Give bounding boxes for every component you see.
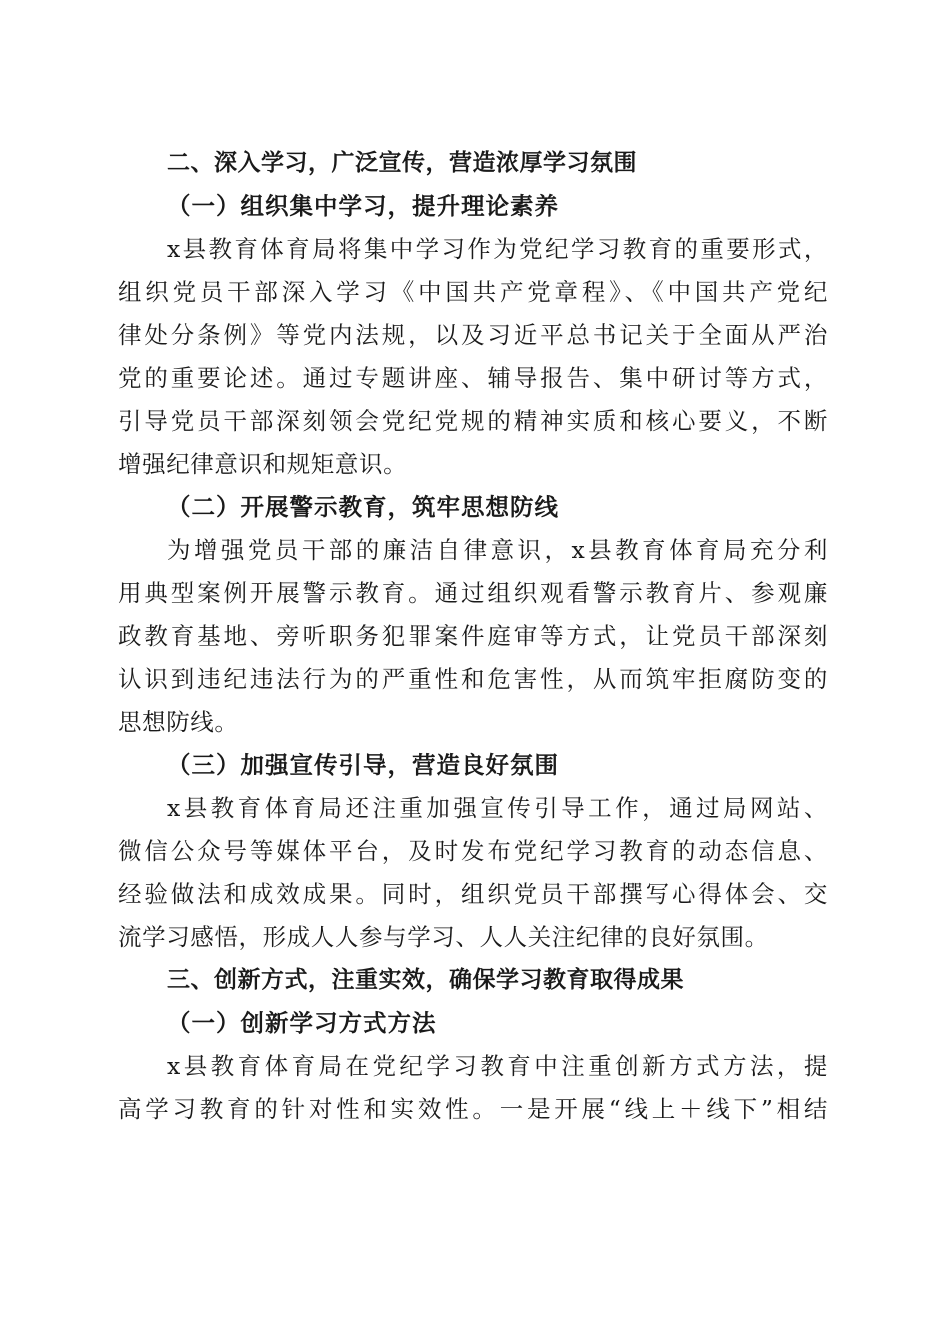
paragraph-line: 经验做法和成效成果。同时，组织党员干部撰写心得体会、交 <box>118 880 828 908</box>
paragraph-line: 政教育基地、旁听职务犯罪案件庭审等方式，让党员干部深刻 <box>118 622 828 650</box>
section-heading-3: 三、创新方式，注重实效，确保学习教育取得成果 <box>167 967 684 993</box>
paragraph-line: 律处分条例》等党内法规，以及习近平总书记关于全面从严治 <box>118 321 828 349</box>
paragraph-line: 引导党员干部深刻领会党纪党规的精神实质和核心要义，不断 <box>118 407 828 435</box>
paragraph-line: 增强纪律意识和规矩意识。 <box>118 450 408 478</box>
subsection-heading-3-1: （一）创新学习方式方法 <box>167 1009 437 1037</box>
document-body <box>118 142 828 1131</box>
paragraph-line: 流学习感悟，形成人人参与学习、人人关注纪律的良好氛围。 <box>118 923 769 951</box>
subsection-heading-2-3: （三）加强宣传引导，营造良好氛围 <box>167 751 559 779</box>
section-heading-2: 二、深入学习，广泛宣传，营造浓厚学习氛围 <box>167 150 637 176</box>
subsection-heading-2-1: （一）组织集中学习，提升理论素养 <box>167 192 559 220</box>
paragraph-line: x县教育体育局还注重加强宣传引导工作，通过局网站、 <box>167 794 828 822</box>
paragraph-line: 微信公众号等媒体平台，及时发布党纪学习教育的动态信息、 <box>118 837 828 865</box>
paragraph-line: 组织党员干部深入学习《中国共产党章程》、《中国共产党纪 <box>118 278 828 306</box>
paragraph-line: 用典型案例开展警示教育。通过组织观看警示教育片、参观廉 <box>118 579 828 607</box>
paragraph-line: x县教育体育局在党纪学习教育中注重创新方式方法，提 <box>167 1052 828 1080</box>
paragraph-line: 思想防线。 <box>118 708 239 736</box>
paragraph-line: 认识到违纪违法行为的严重性和危害性，从而筑牢拒腐防变的 <box>118 665 828 693</box>
paragraph-line: x县教育体育局将集中学习作为党纪学习教育的重要形式， <box>167 235 828 263</box>
paragraph-line: 高学习教育的针对性和实效性。一是开展“线上＋线下”相结 <box>118 1095 828 1123</box>
paragraph-line: 党的重要论述。通过专题讲座、辅导报告、集中研讨等方式， <box>118 364 828 392</box>
paragraph-line: 为增强党员干部的廉洁自律意识，x县教育体育局充分利 <box>167 536 828 564</box>
subsection-heading-2-2: （二）开展警示教育，筑牢思想防线 <box>167 493 559 521</box>
